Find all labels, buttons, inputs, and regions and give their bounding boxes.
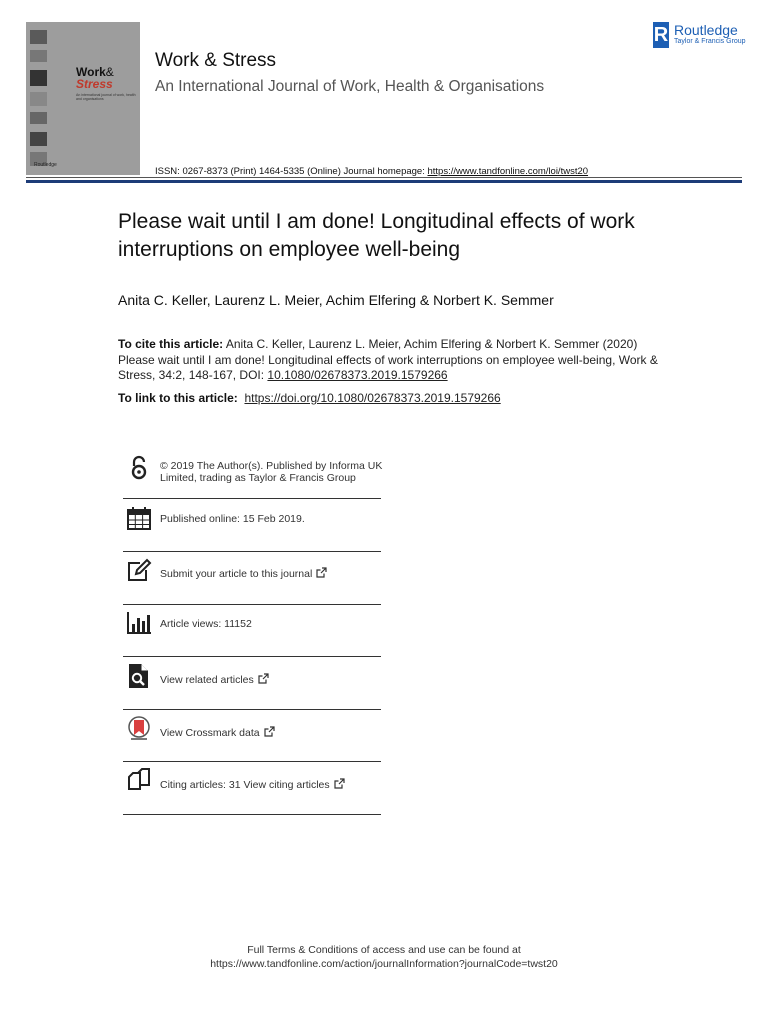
article-views: Article views: 11152 (160, 618, 252, 630)
info-divider (123, 761, 381, 762)
views-row (123, 610, 381, 640)
cover-image-strip (30, 30, 47, 44)
info-divider (123, 814, 381, 815)
article-link-label: To link to this article: (118, 391, 238, 405)
issn-line (155, 166, 588, 177)
cover-image-strip (30, 92, 47, 106)
related-articles-row[interactable] (123, 663, 381, 693)
cover-title: Work& (76, 65, 114, 79)
info-divider (123, 551, 381, 552)
submit-article-row[interactable] (123, 558, 381, 588)
article-authors: Anita C. Keller, Laurenz L. Meier, Achim Elfering & Norbert K. Semmer (118, 292, 554, 308)
edit-icon (126, 558, 152, 584)
footer (0, 943, 768, 971)
header-rule (26, 180, 742, 183)
citing-articles-icon (126, 768, 152, 794)
published-row (123, 505, 381, 535)
cover-title-stress: Stress (76, 77, 113, 91)
journal-title: Work & Stress (155, 50, 277, 71)
calendar-icon (126, 505, 152, 531)
footer-terms-url[interactable]: https://www.tandfonline.com/action/journalInformation?journalCode=twst20 (210, 958, 558, 970)
related-articles-icon (126, 663, 152, 689)
citing-articles-row[interactable] (123, 768, 381, 798)
header-divider (26, 177, 742, 178)
external-link-icon (334, 778, 345, 789)
citing-articles-link[interactable]: Citing articles: 31 View citing articles (160, 778, 385, 791)
cover-subtitle: An international journal of work, health and organisations (76, 93, 136, 102)
citation (118, 337, 658, 384)
external-link-icon (316, 567, 327, 578)
journal-cover (26, 22, 140, 175)
open-access-icon (126, 455, 152, 481)
citation-label: To cite this article: (118, 337, 224, 351)
external-link-icon (264, 726, 275, 737)
cover-image-strip (30, 132, 47, 146)
crossmark-icon (126, 716, 152, 742)
doi-link[interactable]: 10.1080/02678373.2019.1579266 (267, 368, 448, 382)
article-link (118, 391, 501, 405)
submit-article-link[interactable]: Submit your article to this journal (160, 567, 385, 580)
published-date: Published online: 15 Feb 2019. (160, 513, 305, 525)
info-divider (123, 656, 381, 657)
issn-text: ISSN: 0267-8373 (Print) 1464-5335 (Online) Journal homepage: (155, 166, 428, 177)
crossmark-link[interactable]: View Crossmark data (160, 726, 385, 739)
info-divider (123, 604, 381, 605)
routledge-logo-icon: R (653, 24, 669, 46)
article-title: Please wait until I am done! Longitudinal effects of work interruptions on employee well-being (118, 210, 635, 261)
article-doi-url[interactable]: https://doi.org/10.1080/02678373.2019.1579266 (244, 391, 501, 405)
related-articles-link[interactable]: View related articles (160, 673, 385, 686)
journal-homepage-link[interactable]: https://www.tandfonline.com/loi/twst20 (427, 166, 589, 177)
info-divider (123, 709, 381, 710)
citation-text: Anita C. Keller, Laurenz L. Meier, Achim Elfering & Norbert K. Semmer (2020) Please wait until I am done! Longitudinal effects of work interruptions on employee well-being, Work & Stress, 34:2, 148-167, DOI: (118, 337, 658, 382)
cover-image-strip (30, 50, 47, 62)
external-link-icon (258, 673, 269, 684)
journal-subtitle: An International Journal of Work, Health & Organisations (155, 78, 545, 95)
footer-terms: Full Terms & Conditions of access and use can be found at (247, 944, 521, 956)
info-divider (123, 498, 381, 499)
bar-chart-icon (126, 610, 152, 636)
cover-image-strip (30, 70, 47, 86)
crossmark-row[interactable] (123, 716, 381, 746)
cover-publisher: Routledge (34, 162, 57, 168)
open-access-text: © 2019 The Author(s). Published by Informa UK Limited, trading as Taylor & Francis Group (160, 460, 383, 484)
open-access-row (123, 455, 381, 499)
cover-image-strip (30, 112, 47, 124)
publisher-name: Routledge (674, 22, 738, 38)
publisher-group: Taylor & Francis Group (674, 38, 746, 45)
